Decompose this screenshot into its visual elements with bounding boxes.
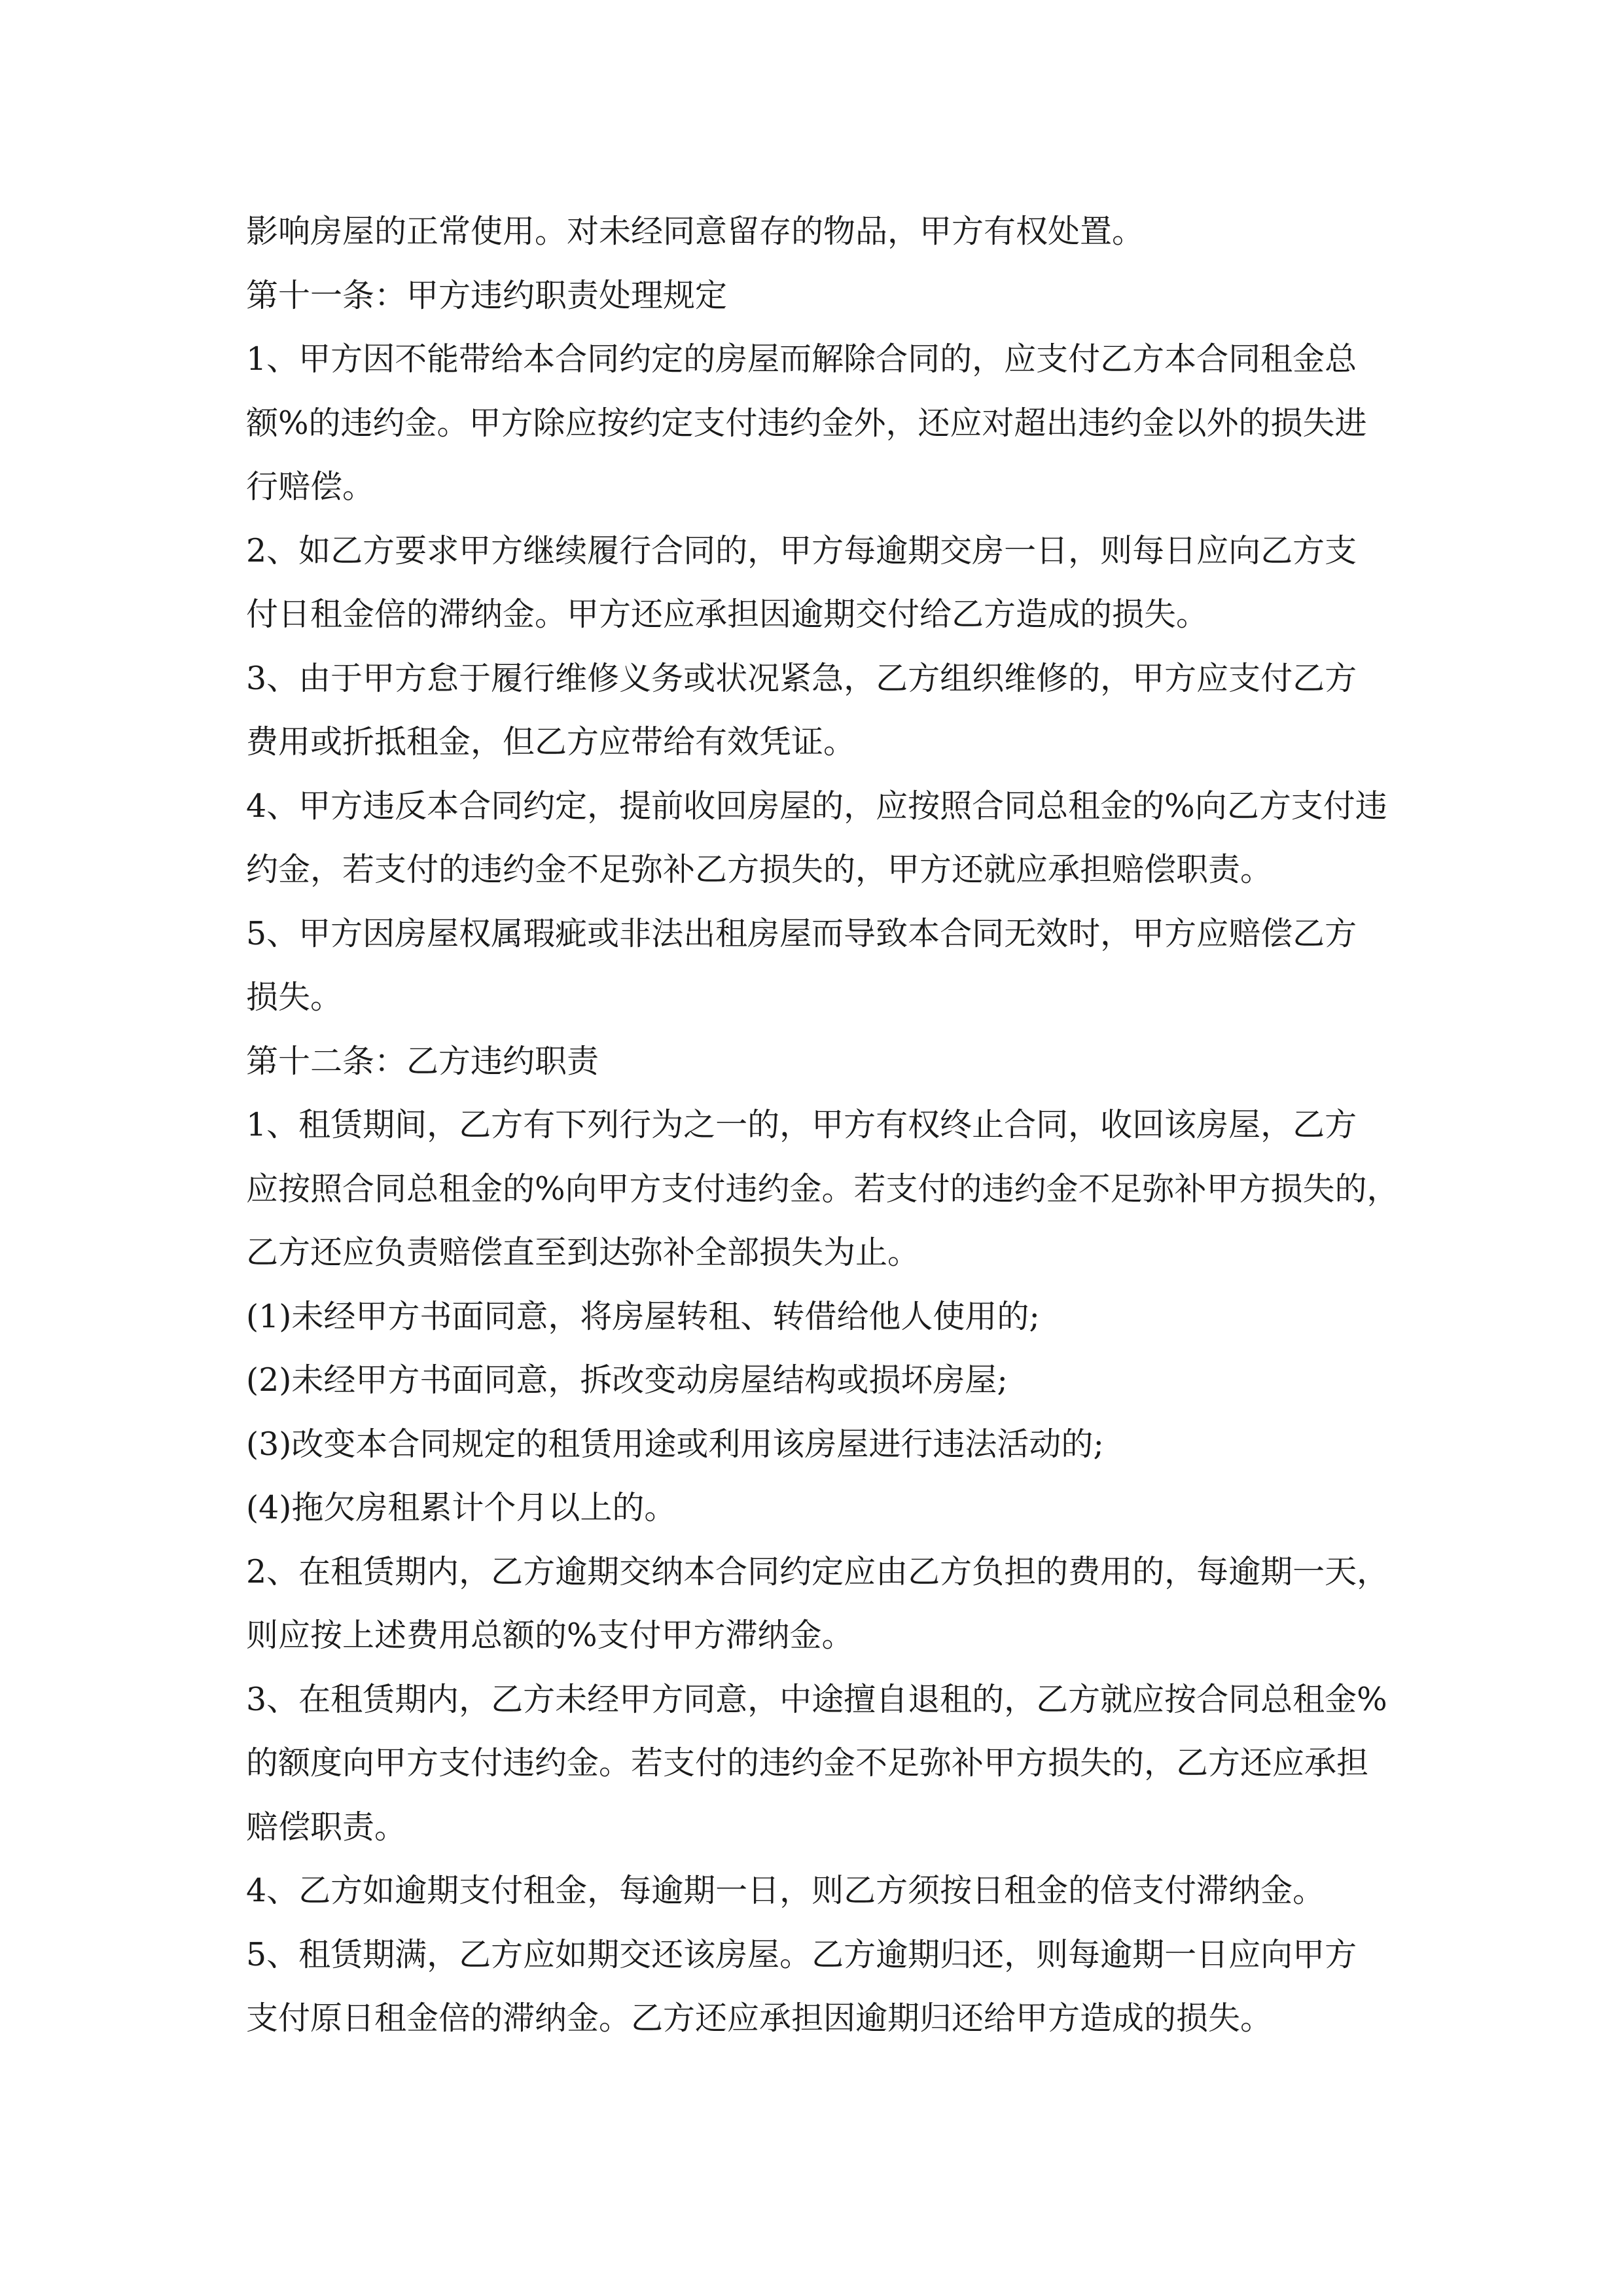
text-line: 影响房屋的正常使用。对未经同意留存的物品，甲方有权处置。 <box>246 213 1145 250</box>
text-line: 损失。 <box>246 978 343 1016</box>
text-line: 行赔偿。 <box>246 468 375 505</box>
text-line: 3、由于甲方怠于履行维修义务或状况紧急，乙方组织维修的，甲方应支付乙方 <box>246 659 1357 697</box>
text-line: 付日租金倍的滞纳金。甲方还应承担因逾期交付给乙方造成的损失。 <box>246 596 1209 633</box>
text-line: 乙方还应负责赔偿直至到达弥补全部损失为止。 <box>246 1234 920 1271</box>
list-item: (3)改变本合同规定的租赁用途或利用该房屋进行违法活动的; <box>246 1425 1104 1463</box>
text-line: 费用或折抵租金，但乙方应带给有效凭证。 <box>246 723 856 761</box>
section-heading: 第十一条：甲方违约职责处理规定 <box>246 276 728 314</box>
text-line: 支付原日租金倍的滞纳金。乙方还应承担因逾期归还给甲方造成的损失。 <box>246 2000 1273 2037</box>
list-item: (1)未经甲方书面同意，将房屋转租、转借给他人使用的; <box>246 1297 1040 1335</box>
text-line: 1、租赁期间，乙方有下列行为之一的，甲方有权终止合同，收回该房屋，乙方 <box>246 1106 1357 1143</box>
document-page <box>246 200 1398 2051</box>
text-line: 1、甲方因不能带给本合同约定的房屋而解除合同的，应支付乙方本合同租金总 <box>246 340 1357 378</box>
text-line: 额%的违约金。甲方除应按约定支付违约金外，还应对超出违约金以外的损失进 <box>246 404 1367 442</box>
list-item: (2)未经甲方书面同意，拆改变动房屋结构或损坏房屋; <box>246 1361 1008 1399</box>
list-item: (4)拖欠房租累计个月以上的。 <box>246 1489 677 1526</box>
text-line: 约金，若支付的违约金不足弥补乙方损失的，甲方还就应承担赔偿职责。 <box>246 851 1273 888</box>
text-line: 的额度向甲方支付违约金。若支付的违约金不足弥补甲方损失的，乙方还应承担 <box>246 1744 1369 1782</box>
text-line: 5、租赁期满，乙方应如期交还该房屋。乙方逾期归还，则每逾期一日应向甲方 <box>246 1935 1357 1973</box>
section-heading: 第十二条：乙方违约职责 <box>246 1042 599 1080</box>
text-line: 2、如乙方要求甲方继续履行合同的，甲方每逾期交房一日，则每日应向乙方支 <box>246 531 1357 569</box>
text-line: 2、在租赁期内，乙方逾期交纳本合同约定应由乙方负担的费用的，每逾期一天， <box>246 1552 1389 1590</box>
text-line: 3、在租赁期内，乙方未经甲方同意，中途擅自退租的，乙方就应按合同总租金% <box>246 1680 1387 1718</box>
text-line: 4、甲方违反本合同约定，提前收回房屋的，应按照合同总租金的%向乙方支付违 <box>246 787 1387 825</box>
text-line: 应按照合同总租金的%向甲方支付违约金。若支付的违约金不足弥补甲方损失的， <box>246 1170 1399 1208</box>
text-line: 5、甲方因房屋权属瑕疵或非法出租房屋而导致本合同无效时，甲方应赔偿乙方 <box>246 914 1357 952</box>
text-line: 则应按上述费用总额的%支付甲方滞纳金。 <box>246 1617 854 1654</box>
text-line: 赔偿职责。 <box>246 1808 407 1846</box>
text-line: 4、乙方如逾期支付租金，每逾期一日，则乙方须按日租金的倍支付滞纳金。 <box>246 1872 1325 1909</box>
